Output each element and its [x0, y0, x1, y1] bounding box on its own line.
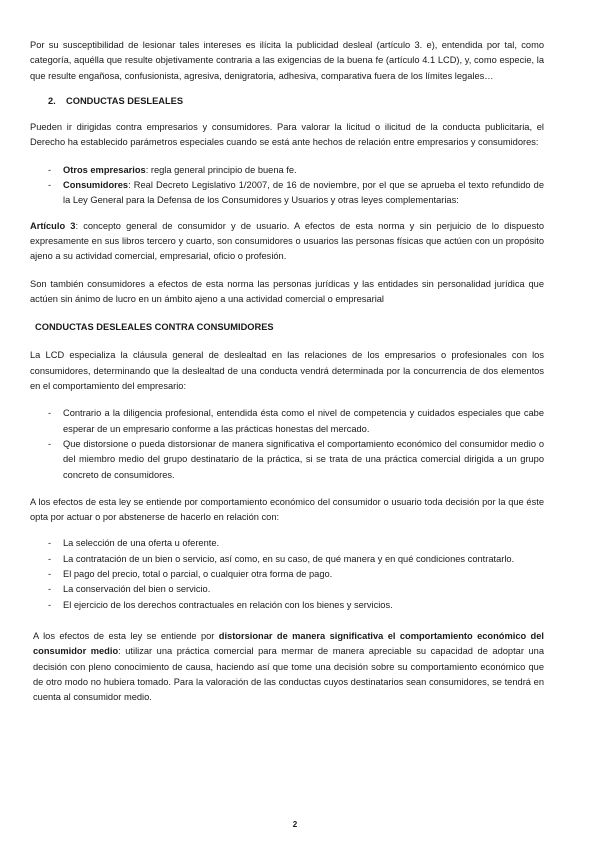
section-title: CONDUCTAS DESLEALES: [66, 95, 184, 106]
list-text: El ejercicio de los derechos contractuales en relación con los bienes y servicios.: [63, 599, 393, 610]
dash-bullet: -: [48, 180, 52, 191]
paragraph-lead: A los efectos de esta ley se entiende por: [33, 630, 219, 641]
list-item: [30, 406, 544, 437]
section-heading-contra-consumidores: CONDUCTAS DESLEALES CONTRA CONSUMIDORES: [35, 322, 274, 333]
paragraph-distorsionar: [30, 629, 544, 705]
paragraph-lcd: La LCD especializa la cláusula general de deslealtad en las relaciones de los empresarios o profesionales con los consumidores, determinando que la deslealtad de una conducta vendrá determinada por la concurrencia de dos elementos en el comportamiento del empresario:: [30, 350, 544, 392]
list-decisiones: [30, 536, 544, 612]
paragraph-comportamiento-economico: A los efectos de esta ley se entiende por comportamiento económico del consumidor o usuario toda decisión por la que éste opta por actuar o por abstenerse de hacerlo en relación con:: [30, 496, 544, 523]
list-item: [30, 437, 544, 483]
list-term: Otros empresarios: [63, 164, 146, 175]
page-number: 2: [292, 820, 298, 829]
section-heading-conductas-desleales: [48, 94, 544, 109]
list-destinatarios: [30, 163, 544, 209]
paragraph-articulo-3: [30, 219, 544, 265]
paragraph-term: distorsionar de manera significativa el comportamiento económico del consumidor medio: [33, 630, 544, 657]
dash-bullet: -: [48, 569, 52, 580]
section-number: 2.: [48, 95, 56, 106]
paragraph-tambien-consumidores: Son también consumidores a efectos de esta norma las personas jurídicas y las entidades sin personalidad jurídica que actúen sin ánimo de lucro en un ámbito ajeno a una actividad comercial o empresarial: [30, 278, 544, 304]
list-item: [30, 582, 544, 597]
article-text: : concepto general de consumidor y de usuario. A efectos de esta norma y sin perjuicio de lo dispuesto expresamente en sus libros tercero y cuarto, son consumidores o usuarios las personas físicas que actúen con un propósito ajeno a su actividad comercial, empresarial, oficio o profesión.: [30, 220, 544, 262]
dash-bullet: -: [48, 599, 52, 610]
list-text: : Real Decreto Legislativo 1/2007, de 16 de noviembre, por el que se aprueba el texto refundido de la Ley General para la Defensa de los Consumidores y Usuarios y otras leyes complementarias:: [63, 180, 544, 206]
list-item: [30, 536, 544, 551]
list-text: : regla general principio de buena fe.: [145, 164, 297, 175]
dash-bullet: -: [48, 553, 52, 564]
paragraph-dirigidas: Pueden ir dirigidas contra empresarios y consumidores. Para valorar la licitud o ilicitud de la conducta publicitaria, el Derecho ha establecido parámetros especiales cuando se está ante hechos de relación entre empresarios y consumidores:: [30, 122, 544, 148]
dash-bullet: -: [48, 538, 52, 549]
document-page: [30, 38, 544, 717]
dash-bullet: -: [48, 438, 52, 449]
list-elementos: [30, 406, 544, 482]
dash-bullet: -: [48, 164, 52, 175]
list-text: Contrario a la diligencia profesional, entendida ésta como el nivel de competencia y cuidados especiales que cabe esperar de un empresario conforme a las prácticas honestas del mercado.: [63, 408, 544, 434]
list-text: La contratación de un bien o servicio, así como, en su caso, de qué manera y en qué condiciones contratarlo.: [63, 553, 515, 564]
dash-bullet: -: [48, 408, 52, 419]
list-term: Consumidores: [63, 180, 129, 191]
list-item: [30, 567, 544, 582]
list-item: [30, 598, 544, 613]
list-text: La selección de una oferta u oferente.: [63, 538, 220, 549]
article-term: Artículo 3: [30, 220, 76, 231]
list-item: [30, 178, 544, 209]
dash-bullet: -: [48, 584, 52, 595]
paragraph-text: : utilizar una práctica comercial para mermar de manera apreciable su capacidad de adoptar una decisión con pleno conocimiento de causa, haciendo así que tome una decisión sobre su comportamiento económico que de otro modo no hubiera tomado. Para la valoración de las conductas cuyos destinatarios sean consumidores, se tendrá en cuenta al consumidor medio.: [33, 646, 544, 703]
list-item: [30, 163, 544, 178]
intro-paragraph: Por su susceptibilidad de lesionar tales intereses es ilícita la publicidad desleal (artículo 3. e), entendida por tal, como categoría, aquélla que resulte objetivamente contraria a las exigencias de la buena fe (artículo 4.1 LCD), y, como especie, la que resulte engañosa, confusionista, agresiva, denigratoria, adhesiva, comparativa fuera de los límites legales…: [30, 40, 544, 81]
list-item: [30, 552, 544, 567]
list-text: Que distorsione o pueda distorsionar de manera significativa el comportamiento económico del consumidor medio o del miembro medio del grupo destinatario de la práctica, si se trata de una práctica comercial dirigida a un grupo concreto de consumidores.: [63, 438, 544, 480]
list-text: El pago del precio, total o parcial, o cualquier otra forma de pago.: [63, 569, 333, 580]
list-text: La conservación del bien o servicio.: [63, 584, 211, 595]
